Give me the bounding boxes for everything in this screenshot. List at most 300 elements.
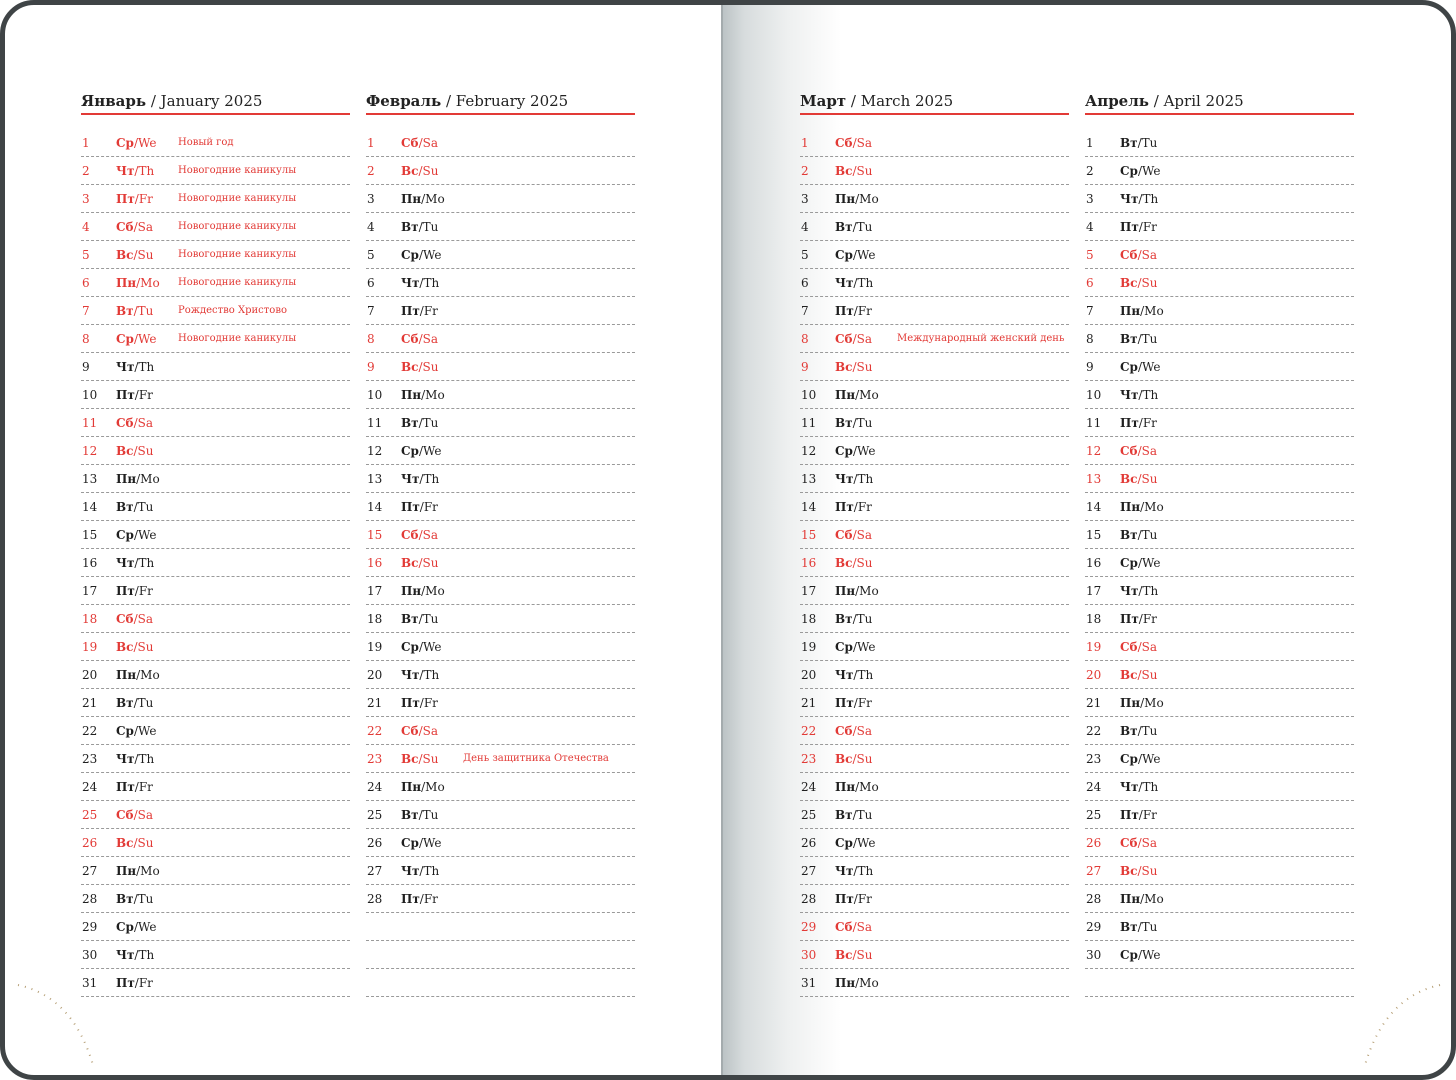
weekday xyxy=(1120,416,1182,430)
weekday-ru: Пт xyxy=(1120,219,1139,234)
weekday-en: /Fr xyxy=(1138,807,1157,822)
month-name-ru: Январь xyxy=(81,92,147,110)
month-name-en: / February 2025 xyxy=(445,92,569,110)
weekday-en: /We xyxy=(418,443,442,458)
day-row xyxy=(366,969,635,997)
weekday xyxy=(835,892,897,906)
day-row xyxy=(800,885,1069,913)
month-april xyxy=(1085,89,1354,997)
day-row xyxy=(800,269,1069,297)
weekday-en: /Tu xyxy=(133,499,154,514)
weekday xyxy=(1120,528,1182,542)
weekday-ru: Ср xyxy=(116,527,134,542)
weekday-en: /Tu xyxy=(1137,919,1158,934)
weekday xyxy=(1120,472,1182,486)
weekday-en: /Fr xyxy=(419,695,438,710)
weekday xyxy=(401,192,463,206)
day-row xyxy=(800,325,1069,353)
weekday-en: /Sa xyxy=(1137,443,1157,458)
weekday-en: /Fr xyxy=(853,303,872,318)
day-row xyxy=(81,493,350,521)
weekday xyxy=(1120,696,1182,710)
day-number: 22 xyxy=(801,723,817,738)
weekday-en: /We xyxy=(852,835,876,850)
weekday-en: /Tu xyxy=(133,891,154,906)
day-number: 25 xyxy=(82,807,98,822)
day-number: 13 xyxy=(367,471,383,486)
weekday-en: /Mo xyxy=(1140,891,1164,906)
weekday-en: /Fr xyxy=(419,499,438,514)
weekday-en: /Sa xyxy=(418,331,438,346)
day-number: 13 xyxy=(82,471,98,486)
weekday-en: /Su xyxy=(852,163,873,178)
weekday-ru: Пн xyxy=(1120,695,1141,710)
day-number: 6 xyxy=(367,275,375,290)
weekday-ru: Ср xyxy=(835,835,853,850)
weekday-ru: Ср xyxy=(401,443,419,458)
weekday-ru: Вт xyxy=(401,807,419,822)
weekday-en: /Tu xyxy=(852,807,873,822)
day-row xyxy=(800,353,1069,381)
weekday-ru: Сб xyxy=(401,723,419,738)
day-row xyxy=(1085,409,1354,437)
weekday xyxy=(116,360,178,374)
weekday xyxy=(401,444,463,458)
day-row xyxy=(81,913,350,941)
weekday-en: /Fr xyxy=(134,583,153,598)
day-row xyxy=(366,745,635,773)
weekday xyxy=(116,752,178,766)
day-row xyxy=(366,129,635,157)
day-number: 6 xyxy=(801,275,809,290)
day-number: 10 xyxy=(1086,387,1102,402)
day-number: 27 xyxy=(1086,863,1102,878)
weekday-en: /Th xyxy=(134,163,155,178)
day-number: 17 xyxy=(1086,583,1102,598)
weekday xyxy=(835,752,897,766)
weekday-ru: Вс xyxy=(835,751,853,766)
weekday-ru: Пт xyxy=(401,891,420,906)
weekday-en: /Sa xyxy=(852,331,872,346)
weekday-ru: Пт xyxy=(116,191,135,206)
weekday-en: /Sa xyxy=(133,219,153,234)
weekday-ru: Вс xyxy=(401,751,419,766)
weekday-en: /Tu xyxy=(852,219,873,234)
weekday xyxy=(835,696,897,710)
weekday xyxy=(116,136,178,150)
weekday xyxy=(401,164,463,178)
day-number: 10 xyxy=(801,387,817,402)
month-title xyxy=(366,89,635,115)
weekday-ru: Чт xyxy=(401,275,420,290)
day-row xyxy=(366,353,635,381)
weekday-ru: Вс xyxy=(835,163,853,178)
weekday-ru: Пт xyxy=(835,891,854,906)
weekday-en: /Tu xyxy=(418,611,439,626)
day-row xyxy=(1085,661,1354,689)
weekday-ru: Вт xyxy=(116,695,134,710)
day-row xyxy=(1085,745,1354,773)
weekday xyxy=(401,472,463,486)
day-number: 18 xyxy=(801,611,817,626)
day-number: 6 xyxy=(1086,275,1094,290)
weekday-ru: Пт xyxy=(1120,611,1139,626)
weekday-ru: Пн xyxy=(116,275,137,290)
day-number: 19 xyxy=(801,639,817,654)
weekday-ru: Чт xyxy=(116,163,135,178)
weekday xyxy=(1120,500,1182,514)
weekday-ru: Вт xyxy=(835,611,853,626)
weekday-ru: Чт xyxy=(116,947,135,962)
weekday xyxy=(1120,220,1182,234)
weekday-ru: Чт xyxy=(835,863,854,878)
day-row xyxy=(800,129,1069,157)
day-number: 7 xyxy=(801,303,809,318)
weekday-en: /Su xyxy=(1137,863,1158,878)
weekday xyxy=(1120,332,1182,346)
weekday-en: /Th xyxy=(419,667,440,682)
weekday-en: /Su xyxy=(852,359,873,374)
day-number: 16 xyxy=(801,555,817,570)
month-name-en: / April 2025 xyxy=(1153,92,1244,110)
weekday xyxy=(1120,304,1182,318)
day-number: 4 xyxy=(1086,219,1094,234)
day-number: 12 xyxy=(82,443,98,458)
day-row xyxy=(1085,549,1354,577)
weekday-ru: Чт xyxy=(1120,583,1139,598)
weekday xyxy=(401,584,463,598)
weekday-en: /We xyxy=(133,135,157,150)
weekday-ru: Ср xyxy=(1120,555,1138,570)
weekday xyxy=(1120,584,1182,598)
weekday xyxy=(835,640,897,654)
day-number: 14 xyxy=(801,499,817,514)
weekday-ru: Сб xyxy=(116,611,134,626)
weekday-en: /Mo xyxy=(855,191,879,206)
weekday-ru: Чт xyxy=(116,555,135,570)
weekday-ru: Пн xyxy=(116,863,137,878)
weekday-en: /Su xyxy=(133,443,154,458)
weekday-en: /Th xyxy=(853,667,874,682)
day-row xyxy=(800,829,1069,857)
weekday-en: /Th xyxy=(419,863,440,878)
day-row xyxy=(1085,185,1354,213)
month-march xyxy=(800,89,1069,997)
day-number: 11 xyxy=(367,415,383,430)
day-row xyxy=(1085,633,1354,661)
weekday-en: /Mo xyxy=(855,583,879,598)
weekday-ru: Сб xyxy=(116,219,134,234)
day-row xyxy=(81,717,350,745)
day-row xyxy=(1085,241,1354,269)
weekday-ru: Ср xyxy=(835,443,853,458)
weekday-ru: Вт xyxy=(116,499,134,514)
day-number: 26 xyxy=(82,835,98,850)
day-row xyxy=(800,913,1069,941)
weekday xyxy=(116,472,178,486)
day-number: 19 xyxy=(1086,639,1102,654)
day-number: 20 xyxy=(367,667,383,682)
day-row xyxy=(81,157,350,185)
weekday-en: /Su xyxy=(852,555,873,570)
weekday xyxy=(401,416,463,430)
day-number: 21 xyxy=(1086,695,1102,710)
day-row xyxy=(81,969,350,997)
day-row xyxy=(1085,773,1354,801)
weekday-en: /We xyxy=(133,723,157,738)
weekday xyxy=(401,752,463,766)
weekday xyxy=(401,640,463,654)
day-row xyxy=(81,213,350,241)
day-row xyxy=(366,241,635,269)
day-number: 11 xyxy=(1086,415,1102,430)
weekday-ru: Вс xyxy=(835,359,853,374)
weekday xyxy=(116,416,178,430)
weekday-en: /Sa xyxy=(1137,247,1157,262)
day-number: 12 xyxy=(1086,443,1102,458)
day-row xyxy=(366,269,635,297)
weekday-en: /Fr xyxy=(134,779,153,794)
weekday-en: /Mo xyxy=(421,779,445,794)
weekday xyxy=(116,556,178,570)
day-row xyxy=(800,857,1069,885)
weekday-ru: Пт xyxy=(835,499,854,514)
day-row xyxy=(1085,381,1354,409)
weekday-ru: Чт xyxy=(401,863,420,878)
day-number: 23 xyxy=(367,751,383,766)
weekday xyxy=(116,948,178,962)
weekday-ru: Сб xyxy=(116,807,134,822)
weekday-en: /Th xyxy=(134,947,155,962)
weekday-ru: Сб xyxy=(116,415,134,430)
weekday-en: /Fr xyxy=(134,387,153,402)
weekday xyxy=(401,220,463,234)
weekday-ru: Пн xyxy=(835,583,856,598)
day-row xyxy=(81,633,350,661)
weekday-ru: Ср xyxy=(1120,163,1138,178)
day-number: 20 xyxy=(801,667,817,682)
day-row xyxy=(81,521,350,549)
day-number: 5 xyxy=(1086,247,1094,262)
month-name-ru: Март xyxy=(800,92,847,110)
weekday-en: /Su xyxy=(1137,471,1158,486)
weekday-en: /Fr xyxy=(853,695,872,710)
weekday xyxy=(1120,248,1182,262)
day-number: 17 xyxy=(367,583,383,598)
day-number: 16 xyxy=(1086,555,1102,570)
weekday-ru: Пт xyxy=(116,583,135,598)
day-number: 14 xyxy=(1086,499,1102,514)
weekday-en: /Sa xyxy=(852,723,872,738)
day-number: 9 xyxy=(82,359,90,374)
weekday-ru: Сб xyxy=(401,331,419,346)
day-row xyxy=(366,157,635,185)
day-row xyxy=(366,717,635,745)
weekday-en: /Mo xyxy=(136,667,160,682)
day-row xyxy=(800,549,1069,577)
weekday-en: /Fr xyxy=(853,891,872,906)
weekday-en: /Sa xyxy=(852,919,872,934)
weekday xyxy=(1120,276,1182,290)
weekday-ru: Ср xyxy=(1120,947,1138,962)
weekday-ru: Пт xyxy=(401,303,420,318)
weekday-ru: Пт xyxy=(116,387,135,402)
day-row xyxy=(366,661,635,689)
weekday xyxy=(1120,360,1182,374)
weekday-en: /Sa xyxy=(133,415,153,430)
weekday-ru: Чт xyxy=(1120,387,1139,402)
month-title xyxy=(1085,89,1354,115)
day-row xyxy=(800,409,1069,437)
weekday-ru: Вт xyxy=(835,219,853,234)
day-row xyxy=(1085,157,1354,185)
day-number: 2 xyxy=(1086,163,1094,178)
month-title xyxy=(800,89,1069,115)
weekday-ru: Пн xyxy=(401,779,422,794)
month-name-ru: Апрель xyxy=(1085,92,1149,110)
month-title xyxy=(81,89,350,115)
weekday-ru: Пн xyxy=(835,779,856,794)
day-row xyxy=(81,661,350,689)
weekday xyxy=(1120,612,1182,626)
weekday xyxy=(835,332,897,346)
weekday-ru: Вт xyxy=(116,891,134,906)
day-row xyxy=(1085,129,1354,157)
weekday-en: /Mo xyxy=(1140,303,1164,318)
weekday-ru: Сб xyxy=(835,723,853,738)
weekday xyxy=(116,276,178,290)
day-number: 22 xyxy=(367,723,383,738)
day-number: 8 xyxy=(82,331,90,346)
weekday xyxy=(835,304,897,318)
day-number: 23 xyxy=(82,751,98,766)
weekday-ru: Вс xyxy=(116,639,134,654)
day-row xyxy=(366,689,635,717)
weekday xyxy=(835,192,897,206)
day-row xyxy=(800,185,1069,213)
weekday-en: /We xyxy=(1137,947,1161,962)
corner-dots-right xyxy=(1355,977,1445,1067)
weekday-en: /Sa xyxy=(133,611,153,626)
weekday-en: /Tu xyxy=(1137,527,1158,542)
weekday-en: /We xyxy=(852,247,876,262)
day-number: 19 xyxy=(367,639,383,654)
weekday xyxy=(835,948,897,962)
day-number: 11 xyxy=(82,415,98,430)
weekday-en: /Su xyxy=(418,359,439,374)
day-number: 21 xyxy=(801,695,817,710)
weekday xyxy=(1120,192,1182,206)
weekday-ru: Пн xyxy=(116,667,137,682)
weekday-ru: Вс xyxy=(116,247,134,262)
day-row xyxy=(800,213,1069,241)
day-number: 5 xyxy=(82,247,90,262)
day-row xyxy=(1085,913,1354,941)
weekday xyxy=(835,472,897,486)
day-row xyxy=(1085,297,1354,325)
weekday xyxy=(835,136,897,150)
day-number: 19 xyxy=(82,639,98,654)
weekday-en: /Sa xyxy=(852,135,872,150)
weekday-en: /Su xyxy=(852,751,873,766)
day-number: 20 xyxy=(82,667,98,682)
weekday-ru: Ср xyxy=(1120,359,1138,374)
weekday-en: /Su xyxy=(1137,275,1158,290)
weekday xyxy=(401,500,463,514)
weekday-ru: Сб xyxy=(835,331,853,346)
weekday-en: /We xyxy=(1137,359,1161,374)
weekday xyxy=(116,808,178,822)
weekday xyxy=(1120,164,1182,178)
day-number: 6 xyxy=(82,275,90,290)
weekday-ru: Вт xyxy=(401,219,419,234)
day-row xyxy=(81,325,350,353)
weekday-en: /Tu xyxy=(1137,331,1158,346)
day-row xyxy=(81,773,350,801)
day-number: 17 xyxy=(82,583,98,598)
day-row xyxy=(81,465,350,493)
weekday-en: /Su xyxy=(1137,667,1158,682)
weekday-en: /Mo xyxy=(136,275,160,290)
day-row xyxy=(366,549,635,577)
day-row xyxy=(800,297,1069,325)
weekday xyxy=(1120,640,1182,654)
weekday-ru: Пн xyxy=(1120,499,1141,514)
weekday xyxy=(835,584,897,598)
weekday xyxy=(401,668,463,682)
day-row xyxy=(81,829,350,857)
weekday xyxy=(401,360,463,374)
weekday-en: /Su xyxy=(133,247,154,262)
weekday-en: /Th xyxy=(1138,583,1159,598)
weekday xyxy=(835,920,897,934)
weekday-ru: Чт xyxy=(1120,191,1139,206)
day-row xyxy=(800,717,1069,745)
day-row xyxy=(1085,437,1354,465)
holiday-note: Новогодние каникулы xyxy=(178,193,297,204)
weekday-en: /Th xyxy=(1138,191,1159,206)
weekday-en: /We xyxy=(1137,751,1161,766)
weekday-ru: Сб xyxy=(1120,247,1138,262)
weekday-ru: Вт xyxy=(116,303,134,318)
day-number: 28 xyxy=(1086,891,1102,906)
weekday-ru: Пн xyxy=(835,975,856,990)
day-row xyxy=(800,157,1069,185)
weekday-en: /Th xyxy=(853,275,874,290)
weekday-en: /We xyxy=(852,443,876,458)
day-number: 14 xyxy=(367,499,383,514)
weekday-en: /Tu xyxy=(133,695,154,710)
weekday xyxy=(835,724,897,738)
weekday xyxy=(401,892,463,906)
day-row xyxy=(81,857,350,885)
weekday xyxy=(1120,136,1182,150)
weekday-en: /Sa xyxy=(1137,835,1157,850)
day-number: 28 xyxy=(367,891,383,906)
weekday xyxy=(116,696,178,710)
weekday-ru: Чт xyxy=(1120,779,1139,794)
holiday-note: Новогодние каникулы xyxy=(178,249,297,260)
day-row xyxy=(800,941,1069,969)
weekday xyxy=(1120,836,1182,850)
corner-dots-left xyxy=(13,977,103,1067)
holiday-note: Новогодние каникулы xyxy=(178,277,297,288)
weekday xyxy=(401,136,463,150)
weekday xyxy=(116,304,178,318)
day-row xyxy=(1085,801,1354,829)
weekday-ru: Пт xyxy=(1120,807,1139,822)
weekday-ru: Вс xyxy=(835,947,853,962)
